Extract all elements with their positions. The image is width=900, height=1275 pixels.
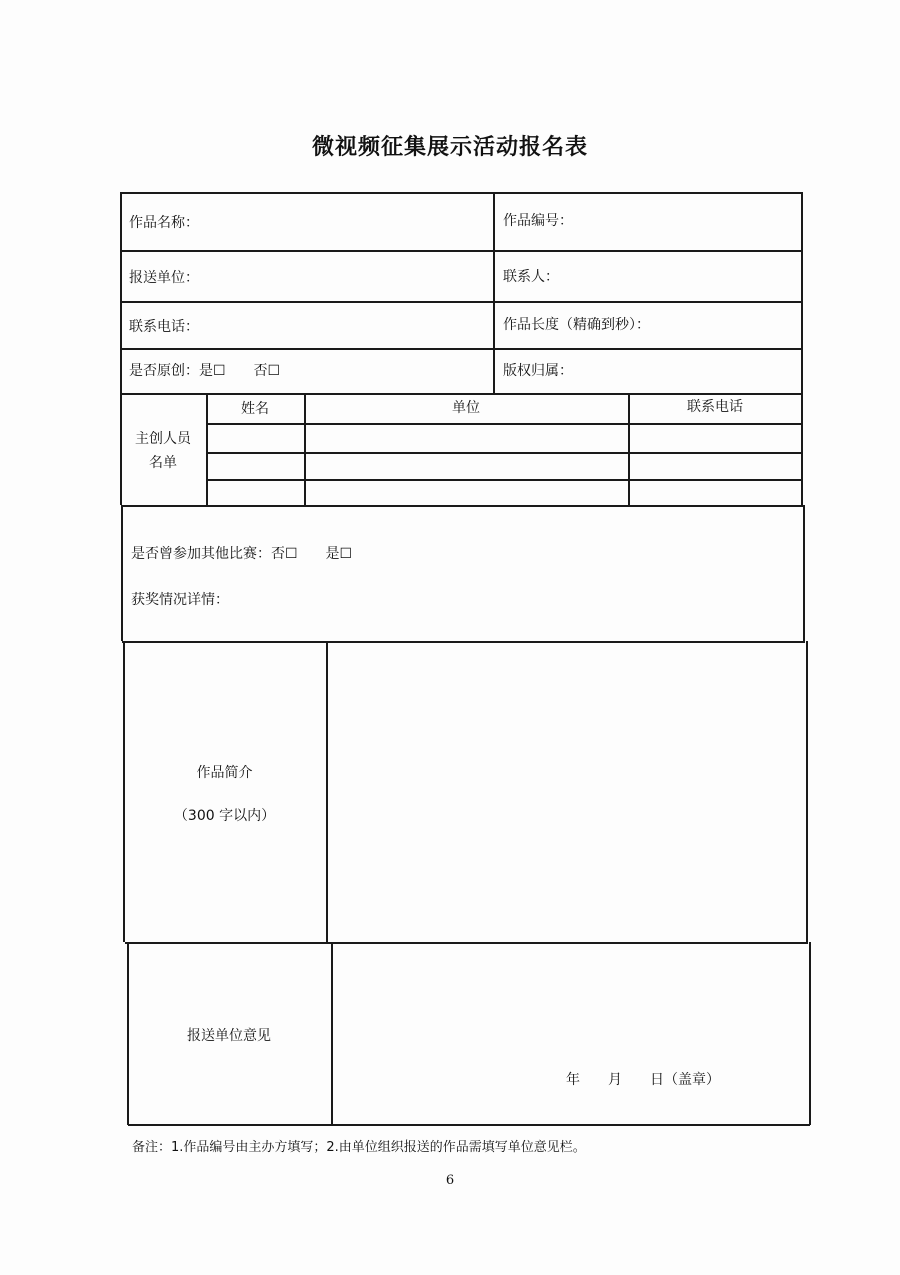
creators-label-line2: 名单	[149, 455, 177, 471]
contact-person-field: 联系人：	[503, 269, 559, 285]
form-title: 微视频征集展示活动报名表	[311, 134, 588, 160]
creators-header-phone: 联系电话	[687, 399, 743, 415]
row-divider	[122, 641, 805, 643]
row-divider	[120, 348, 801, 350]
award-details-field: 获奖情况详情：	[131, 592, 229, 608]
creators-row-divider	[206, 452, 802, 454]
creators-header-unit: 单位	[452, 400, 480, 416]
table-border-bottom	[128, 1124, 810, 1126]
date-seal-line: 年 月 日（盖章）	[566, 1072, 720, 1088]
row-divider	[125, 942, 808, 944]
work-length-field: 作品长度（精确到秒）：	[503, 317, 650, 333]
column-divider	[493, 192, 495, 393]
table-border-left	[123, 641, 125, 942]
copyright-field: 版权归属：	[503, 363, 573, 379]
table-border-right	[801, 192, 803, 505]
page-number: 6	[445, 1173, 455, 1188]
original-checkbox-field: 是否原创：是☐ 否☐	[129, 363, 281, 379]
intro-label: 作品简介	[196, 765, 253, 781]
row-divider	[121, 505, 803, 507]
form-note: 备注：1.作品编号由主办方填写；2.由单位组织报送的作品需填写单位意见栏。	[132, 1140, 586, 1155]
row-divider	[120, 250, 801, 252]
competition-participation-field: 是否曾参加其他比赛：否☐ 是☐	[131, 546, 353, 562]
opinion-label: 报送单位意见	[187, 1028, 271, 1044]
contact-phone-field: 联系电话：	[129, 319, 199, 335]
creators-header-divider	[206, 423, 802, 425]
creators-row-divider	[206, 479, 802, 481]
work-name-field: 作品名称：	[129, 215, 199, 231]
table-border-top	[120, 192, 801, 194]
table-border-right	[806, 641, 808, 942]
row-divider	[120, 301, 801, 303]
table-border-left	[121, 505, 123, 641]
creators-header-name: 姓名	[241, 401, 269, 417]
work-number-field: 作品编号：	[503, 213, 573, 229]
creators-label	[120, 430, 206, 472]
intro-label-divider	[326, 641, 328, 942]
opinion-label-divider	[331, 942, 333, 1125]
submitting-unit-field: 报送单位：	[129, 270, 199, 286]
table-border-right	[809, 942, 811, 1125]
table-border-right	[803, 505, 805, 641]
intro-limit: （300 字以内）	[173, 808, 276, 824]
creators-label-line1: 主创人员	[135, 431, 191, 447]
row-divider	[120, 393, 801, 395]
